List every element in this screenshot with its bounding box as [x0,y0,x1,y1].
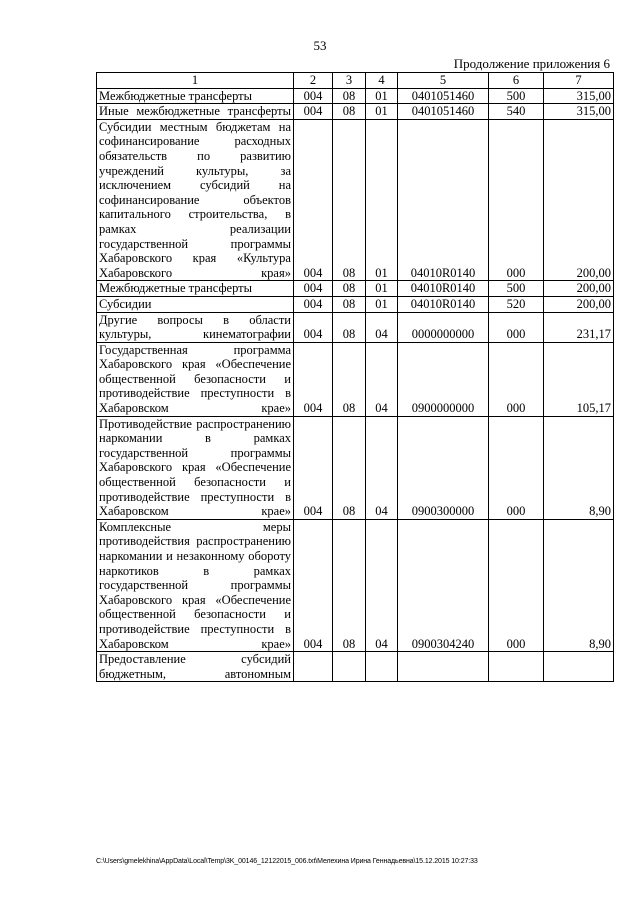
section-code: 08 [333,296,366,312]
subsection-code: 01 [366,281,398,297]
row-name: Предоставление субсидий бюджетным, автономным [97,652,294,682]
row-name: Субсидии местным бюджетам на софинансирование расходных обязательств по развитию учреждений культуры, за исключением субсидий на софинансирование объектов капитального строительства, в рамках реализации государственной программы Хабаровского края «Культура Хабаровского края» [97,119,294,281]
header-cell: 1 [97,73,294,89]
target-article-code: 0900304240 [398,519,489,651]
ministry-code: 004 [294,312,333,342]
row-name: Межбюджетные трансферты [97,88,294,104]
amount: 105,17 [544,342,614,416]
section-code: 08 [333,104,366,120]
table-header-row [97,73,614,89]
amount: 8,90 [544,519,614,651]
subsection-code: 04 [366,342,398,416]
page-number: 53 [313,38,327,53]
row-name: Комплексные меры противодействия распространению наркомании и незаконному обороту наркотиков в рамках государственной программы Хабаровского края «Обеспечение общественной безопасности и противодействие преступности в Хабаровском крае» [97,519,294,651]
table-row [97,652,614,682]
amount: 315,00 [544,104,614,120]
table-row [97,519,614,651]
ministry-code: 004 [294,119,333,281]
amount: 200,00 [544,281,614,297]
target-article-code: 0000000000 [398,312,489,342]
header-cell: 3 [333,73,366,89]
amount: 200,00 [544,296,614,312]
subsection-code: 04 [366,312,398,342]
subsection-code: 04 [366,416,398,519]
target-article-code: 04010R0140 [398,119,489,281]
subsection-code: 04 [366,519,398,651]
subsection-code: 01 [366,104,398,120]
target-article-code: 0900000000 [398,342,489,416]
row-name: Другие вопросы в области культуры, кинематографии [97,312,294,342]
row-name: Противодействие распространению наркомании в рамках государственной программы Хабаровского края «Обеспечение общественной безопасности и противодействие преступности в Хабаровском крае» [97,416,294,519]
target-article-code [398,652,489,682]
ministry-code: 004 [294,104,333,120]
amount: 315,00 [544,88,614,104]
target-article-code: 0401051460 [398,104,489,120]
target-article-code: 0900300000 [398,416,489,519]
subsection-code: 01 [366,119,398,281]
section-code: 08 [333,312,366,342]
ministry-code: 004 [294,296,333,312]
section-code: 08 [333,119,366,281]
expense-type-code: 500 [489,88,544,104]
continuation-caption: Продолжение приложения 6 [453,56,610,71]
ministry-code: 004 [294,88,333,104]
expense-type-code: 000 [489,312,544,342]
subsection-code [366,652,398,682]
target-article-code: 04010R0140 [398,296,489,312]
subsection-code: 01 [366,88,398,104]
section-code: 08 [333,88,366,104]
expense-type-code: 500 [489,281,544,297]
table-row [97,88,614,104]
section-code: 08 [333,281,366,297]
section-code: 08 [333,342,366,416]
amount [544,652,614,682]
row-name: Государственная программа Хабаровского края «Обеспечение общественной безопасности и противодействие преступности в Хабаровском крае» [97,342,294,416]
section-code: 08 [333,519,366,651]
target-article-code: 04010R0140 [398,281,489,297]
table-row [97,119,614,281]
table-row [97,312,614,342]
amount: 8,90 [544,416,614,519]
ministry-code: 004 [294,416,333,519]
row-name: Иные межбюджетные трансферты [97,104,294,120]
ministry-code: 004 [294,342,333,416]
table-row [97,281,614,297]
header-cell: 4 [366,73,398,89]
header-cell: 6 [489,73,544,89]
expense-type-code: 540 [489,104,544,120]
table-row [97,296,614,312]
row-name: Субсидии [97,296,294,312]
ministry-code [294,652,333,682]
expense-type-code: 000 [489,119,544,281]
expense-type-code [489,652,544,682]
header-cell: 7 [544,73,614,89]
budget-table [96,72,614,682]
table-row [97,104,614,120]
file-path-footer: C:\Users\gmelekhina\AppData\Local\Temp\3K_00146_12122015_006.txt\Мелехина Ирина Геннадьевна\15.12.2015 10:27:33 [96,858,478,865]
row-name: Межбюджетные трансферты [97,281,294,297]
section-code [333,652,366,682]
expense-type-code: 000 [489,342,544,416]
header-cell: 5 [398,73,489,89]
expense-type-code: 520 [489,296,544,312]
target-article-code: 0401051460 [398,88,489,104]
table-row [97,416,614,519]
amount: 231,17 [544,312,614,342]
table-row [97,342,614,416]
expense-type-code: 000 [489,416,544,519]
ministry-code: 004 [294,519,333,651]
amount: 200,00 [544,119,614,281]
expense-type-code: 000 [489,519,544,651]
header-cell: 2 [294,73,333,89]
subsection-code: 01 [366,296,398,312]
section-code: 08 [333,416,366,519]
ministry-code: 004 [294,281,333,297]
